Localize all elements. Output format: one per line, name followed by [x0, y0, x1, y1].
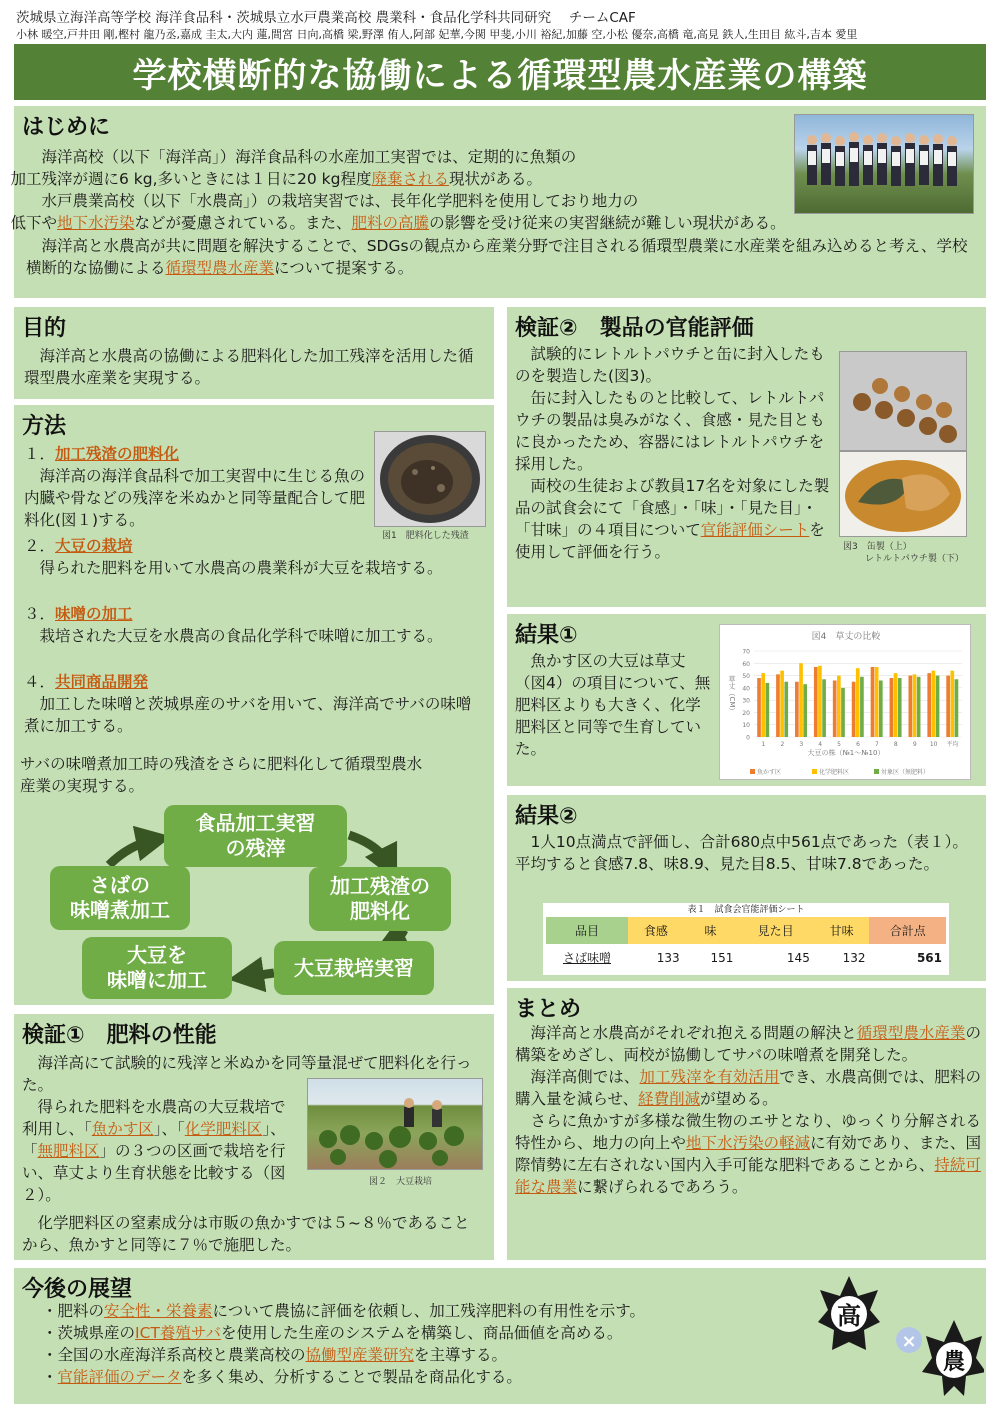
- table-row: [546, 944, 946, 971]
- bar-対象区（無肥料）-5: [841, 688, 845, 737]
- purpose-section: [14, 307, 494, 399]
- bar-魚かす区-6: [852, 682, 856, 737]
- method-step2: ２．大豆の栽培 得られた肥料を用いて水農高の農業科が大豆を栽培する。: [24, 537, 443, 577]
- bar-化学肥料区-6: [856, 668, 860, 737]
- verify1-section: [14, 1014, 494, 1260]
- underline-fish-plot: 魚かす区: [91, 1120, 154, 1138]
- bar-魚かす区-8: [890, 678, 894, 737]
- eval-table-wrap: [543, 903, 949, 975]
- eval-cell-texture: 133: [656, 950, 680, 965]
- future-section: [14, 1268, 986, 1404]
- eval-table: [546, 917, 946, 971]
- x-tick-label: 3: [799, 741, 804, 748]
- verify1-p2: 得られた肥料を水農高の大豆栽培で利用し、「魚かす区」、「化学肥料区」、「無肥料区」の３つの区画で栽培を行い、草丈より生育状態を比較する（図２）。: [22, 1098, 286, 1204]
- underline-sustainable: 持続可能な農業: [515, 1156, 981, 1196]
- y-tick-label: 10: [742, 722, 750, 730]
- list-item: ・肥料の安全性・栄養素について農協に評価を依頼し、加工残滓肥料の有用性を示す。: [42, 1302, 645, 1320]
- eval-col-item: 品目: [546, 917, 628, 944]
- bar-魚かす区-3: [795, 682, 799, 737]
- verify2-body: 試験的にレトルトパウチと缶に封入したものを製造した(図3)。 缶に封入したものと比較して、レトルトパウチの製品は臭みがなく、食感・見た目ともに良かったため、容器にはレトルトパウチを採用した。 両校の生徒および教員17名を対象にした製品の試食会にて「食感」・「味」・「見た目」・「甘味」の４項目について官能評価シートを使用して評価を行う。: [515, 345, 830, 561]
- underline-fertilizer-price: 肥料の高騰: [351, 214, 430, 233]
- result1-text: 魚かす区の大豆は草丈（図4）の項目について、無肥料区よりも大きく、化学肥料区と同等で生育していた。: [515, 652, 711, 758]
- summary-body: 海洋高と水農高がそれぞれ抱える問題の解決と循環型農水産業の構築をめざし、両校が協働してサバの味噌煮を開発した。 海洋高側では、加工残滓を有効活用でき、水農高側では、肥料の購入量を減らせ、経費削減が望める。 さらに魚かすが多様な微生物のエサとなり、ゆっくり分解される特性から、地力の向上や地下水汚染の軽減に有効であり、また、国際情勢に左右されない国内入手可能な肥料であることから、持続可能な農業に繋げられるであろう。: [515, 1024, 981, 1196]
- y-tick-label: 0: [746, 734, 750, 742]
- result2-section: [507, 795, 986, 981]
- bar-化学肥料区-4: [818, 666, 822, 737]
- eval-col-look: 見た目: [737, 917, 813, 944]
- bar-対象区（無肥料）-10: [936, 676, 940, 737]
- eval-cell-sweet: 132: [842, 950, 866, 965]
- future-heading: 今後の展望: [22, 1277, 133, 1302]
- chart-title: 図4 草丈の比較: [811, 632, 881, 642]
- school-logos: [814, 1272, 984, 1402]
- list-item: ・全国の水産海洋系高校と農業高校の協働型産業研究を主導する。: [42, 1346, 508, 1364]
- result2-text: 1人10点満点で評価し、合計680点中561点であった（表１）。平均すると食感7.8、味8.9、見た目8.5、甘味7.8であった。: [515, 833, 968, 873]
- fig1-photo: [374, 431, 486, 527]
- legend-label: 魚かす区: [757, 769, 782, 776]
- summary-heading: まとめ: [515, 997, 582, 1022]
- method-step1: １．加工残渣の肥料化 海洋高の海洋食品科で加工実習中に生じる魚の内臓や骨などの残滓を米ぬかと同等量配合して肥料化(図１)する。: [24, 445, 366, 529]
- bar-魚かす区-平均: [946, 676, 950, 737]
- future-list: [42, 1300, 802, 1388]
- summary-section: [507, 988, 986, 1260]
- legend-label: 化学肥料区: [819, 769, 850, 776]
- verify1-p3: 化学肥料区の窒素成分は市販の魚かすでは５~８％であることから、魚かすと同等に７％で施肥した。: [22, 1214, 470, 1254]
- bar-魚かす区-4: [814, 667, 818, 737]
- underline-residue-use: 加工残滓を有効活用: [639, 1068, 780, 1086]
- underline-groundwater-2: 地下水汚染の軽減: [685, 1134, 811, 1152]
- bar-化学肥料区-8: [894, 673, 898, 737]
- cycle-node-soybean: 大豆栽培実習: [274, 941, 434, 995]
- underline-waste: 廃棄される: [371, 170, 450, 189]
- bar-対象区（無肥料）-2: [784, 682, 788, 737]
- y-tick-label: 70: [742, 648, 750, 656]
- eval-cell-item: さば味噌: [562, 951, 611, 965]
- bar-化学肥料区-1: [761, 673, 765, 737]
- cycle-intro-text: サバの味噌煮加工時の残渣をさらに肥料化して循環型農水産業の実現する。: [20, 755, 423, 795]
- underline-circular-2: 循環型農水産業: [856, 1024, 966, 1042]
- bar-魚かす区-1: [757, 678, 761, 737]
- bar-対象区（無肥料）-7: [879, 680, 883, 737]
- bar-対象区（無肥料）-平均: [955, 679, 959, 737]
- bar-対象区（無肥料）-6: [860, 677, 864, 737]
- method-step3: ３．味噌の加工 栽培された大豆を水農高の食品化学科で味噌に加工する。: [24, 605, 443, 645]
- purpose-text: 海洋高と水農高の協働による肥料化した加工残滓を活用した循環型農水産業を実現する。: [24, 347, 474, 387]
- x-tick-label: 4: [818, 741, 823, 748]
- fig3-caption-2: レトルトパウチ製（下）: [865, 554, 964, 564]
- underline-none-plot: 無肥料区: [37, 1142, 100, 1160]
- cycle-node-fertilize: 加工残渣の 肥料化: [309, 867, 451, 931]
- fig3-caption-1: 図3 缶製（上）: [843, 542, 912, 552]
- intro-heading: はじめに: [22, 115, 111, 140]
- method-heading: 方法: [22, 414, 67, 439]
- list-item: ・官能評価のデータを多く集め、分析することで製品を商品化する。: [42, 1368, 522, 1386]
- intro-p3: 海洋高と水農高が共に問題を解決することで、SDGsの観点から産業分野で注目される循環型農業に水産業を組み込めると考え、学校横断的な協働による循環型農水産業について提案する。: [26, 236, 968, 277]
- y-tick-label: 20: [742, 709, 750, 717]
- legend-swatch-化学肥料区: [812, 769, 817, 774]
- x-tick-label: 8: [893, 741, 898, 748]
- x-tick-label: 10: [929, 741, 938, 748]
- fig3-photo-pouch: [839, 451, 967, 537]
- x-tick-label: 5: [837, 741, 842, 748]
- legend-label: 対象区（無肥料）: [881, 769, 930, 776]
- eval-cell-look: 145: [786, 950, 810, 965]
- bar-化学肥料区-7: [875, 667, 879, 737]
- eval-cell-taste: 151: [710, 950, 734, 965]
- cycle-node-miso: 大豆を 味噌に加工: [82, 937, 232, 999]
- bar-対象区（無肥料）-3: [803, 684, 807, 737]
- fig1-caption: 図1 肥料化した残渣: [382, 531, 469, 541]
- bar-魚かす区-9: [908, 676, 912, 737]
- poster-title: 学校横断的な協働による循環型農水産業の構築: [14, 44, 986, 100]
- underline-eval-sheet: 官能評価シート: [700, 521, 810, 539]
- underline-groundwater: 地下水汚染: [57, 214, 135, 233]
- intro-section: [10, 106, 986, 298]
- y-tick-label: 40: [742, 685, 750, 693]
- cycle-node-residue: 食品加工実習 の残滓: [164, 805, 347, 867]
- bar-魚かす区-5: [833, 680, 837, 737]
- underline-chem-plot: 化学肥料区: [184, 1120, 263, 1138]
- y-tick-label: 30: [742, 697, 750, 705]
- x-tick-label: 6: [856, 741, 860, 748]
- header-affiliation: 茨城県立海洋高等学校 海洋食品科・茨城県立水戸農業高校 農業科・食品化学科共同研究 チームCAF: [16, 10, 636, 26]
- plant-height-chart: [719, 624, 971, 780]
- verify1-p1: 海洋高にて試験的に残滓と米ぬかを同等量混ぜて肥料化を行った。: [22, 1054, 472, 1094]
- fig3-photo-can: [839, 351, 967, 451]
- eval-table-title: 表１ 試食会官能評価シート: [687, 905, 805, 915]
- intro-body: [10, 146, 981, 279]
- bar-魚かす区-2: [776, 674, 780, 737]
- intro-p2: 水戸農業高校（以下「水農高」）の栽培実習では、長年化学肥料を使用しており地力の 低下や地下水汚染などが憂慮されている。また、肥料の高騰の影響を受け従来の実習継続が難しい現状がある。: [10, 192, 786, 233]
- bar-化学肥料区-10: [932, 671, 936, 737]
- bar-化学肥料区-2: [780, 671, 784, 737]
- logo-x: ×: [901, 1331, 917, 1352]
- bar-化学肥料区-3: [799, 663, 803, 737]
- step2-title: 大豆の栽培: [55, 537, 133, 555]
- method-step4: ４．共同商品開発 加工した味噌と茨城県産のサバを用いて、海洋高でサバの味噌煮に加工する。: [24, 673, 472, 735]
- header-authors: 小林 暖空,戸井田 剛,樫村 龍乃丞,嘉成 圭太,大内 蓮,間宮 日向,高橋 梁,野澤 侑人,阿部 妃華,今関 甲斐,小川 裕紀,加藤 空,小松 優奈,高橋 竜,高見 鉄人,生田目 紘斗,吉本 愛里: [16, 28, 858, 41]
- bar-魚かす区-10: [927, 673, 931, 737]
- step4-title: 共同商品開発: [55, 673, 149, 691]
- x-axis-label: 大豆の株（№1〜№10）: [807, 749, 885, 757]
- soybean-field-image: [308, 1079, 482, 1169]
- eval-col-taste: 味: [684, 917, 738, 944]
- pouch-product-image: [840, 452, 966, 536]
- step1-title: 加工残渣の肥料化: [55, 445, 180, 463]
- x-tick-label: 9: [912, 741, 917, 748]
- eval-cell-total: 561: [916, 950, 942, 965]
- fig2-caption: 図２ 大豆栽培: [369, 1177, 433, 1187]
- canned-product-image: [840, 352, 966, 450]
- bar-対象区（無肥料）-1: [766, 683, 770, 737]
- purpose-heading: 目的: [22, 316, 67, 341]
- x-tick-label: 7: [874, 741, 879, 748]
- bar-化学肥料区-5: [837, 676, 841, 737]
- underline-cost-cut: 経費削減: [638, 1090, 701, 1108]
- y-tick-label: 50: [742, 673, 750, 681]
- bar-化学肥料区-9: [913, 674, 917, 737]
- logo-left-char: 高: [837, 1301, 861, 1330]
- y-tick-label: 60: [742, 660, 750, 668]
- intro-p1: 海洋高校（以下「海洋高」）海洋食品科の水産加工実習では、定期的に魚類の 加工残滓が週に6 kg,多いときには１日に20 kg程度廃棄される現状がある。: [10, 148, 577, 189]
- method-section: [14, 405, 494, 1005]
- y-axis-label: 草丈（CM）: [728, 675, 736, 715]
- fertilizer-image: [375, 432, 485, 526]
- x-tick-label: 1: [761, 741, 766, 748]
- x-tick-label: 平均: [946, 741, 959, 748]
- result2-heading: 結果②: [515, 804, 578, 829]
- verify2-heading: 検証② 製品の官能評価: [515, 316, 754, 341]
- verify1-heading: 検証① 肥料の性能: [22, 1023, 217, 1048]
- bar-対象区（無肥料）-9: [917, 677, 921, 737]
- legend-swatch-対象区（無肥料）: [874, 769, 879, 774]
- list-item: ・茨城県産のICT養殖サバを使用した生産のシステムを構築し、商品価値を高める。: [42, 1324, 623, 1342]
- eval-col-total: 合計点: [869, 917, 946, 944]
- bar-対象区（無肥料）-4: [822, 679, 826, 737]
- x-tick-label: 2: [780, 741, 785, 748]
- underline-circular: 循環型農水産業: [165, 258, 275, 277]
- logo-right-char: 農: [942, 1349, 966, 1375]
- eval-col-texture: 食感: [628, 917, 684, 944]
- bar-魚かす区-7: [871, 667, 875, 737]
- legend-swatch-魚かす区: [750, 769, 755, 774]
- step3-title: 味噌の加工: [55, 605, 133, 623]
- eval-col-sweet: 甘味: [814, 917, 870, 944]
- result1-heading: 結果①: [515, 623, 578, 648]
- bar-対象区（無肥料）-8: [898, 678, 902, 737]
- bar-化学肥料区-平均: [950, 671, 954, 737]
- cycle-node-saba: さばの 味噌煮加工: [50, 866, 190, 930]
- verify2-section: [507, 307, 986, 607]
- fig2-photo: [307, 1078, 483, 1170]
- result1-section: [507, 614, 986, 786]
